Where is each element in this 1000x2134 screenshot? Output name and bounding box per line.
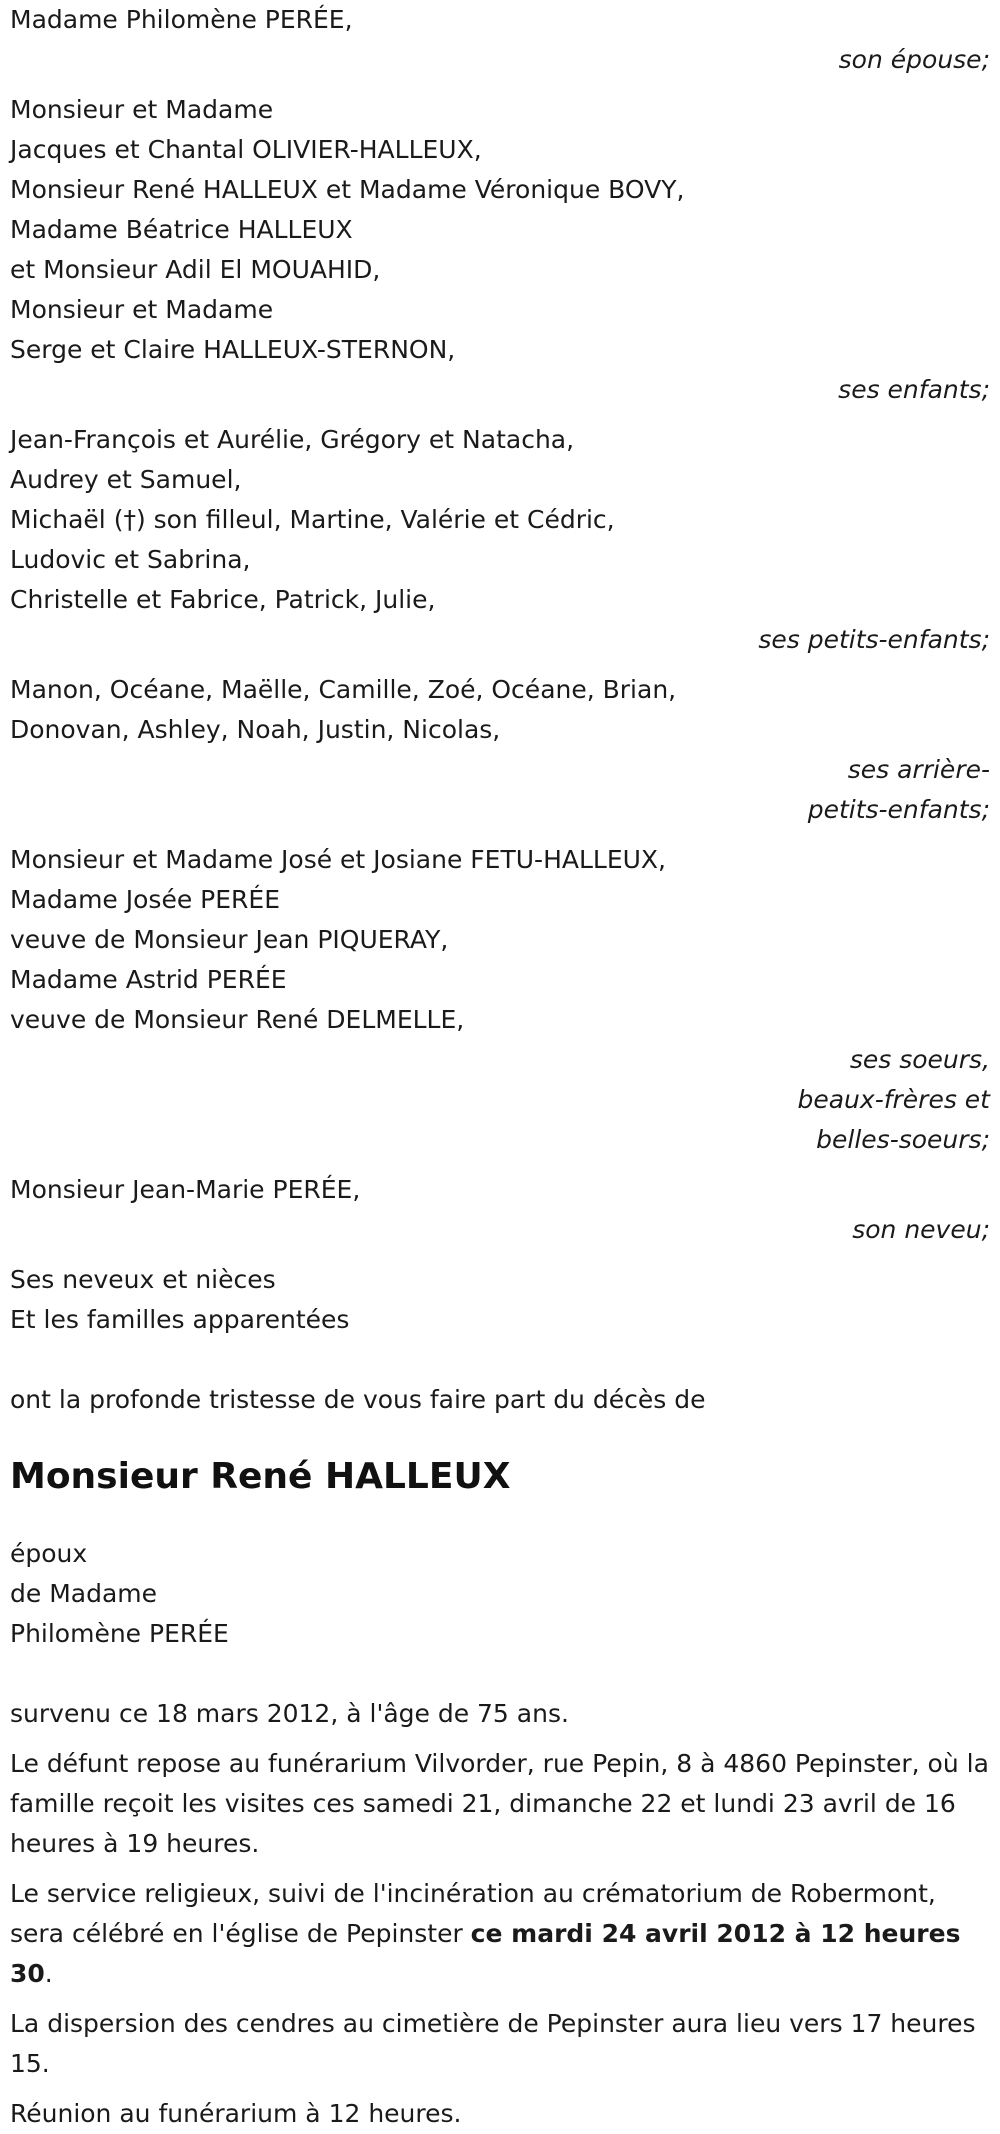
service-text: Le service religieux, suivi de l'incinération au crématorium de Robermont, sera célébré en l'église de Pepinster bbox=[10, 1879, 936, 1948]
family-line: Madame Béatrice HALLEUX bbox=[10, 215, 353, 244]
family-line: Monsieur René HALLEUX et Madame Véronique BOVY, bbox=[10, 175, 685, 204]
family-line: et Monsieur Adil El MOUAHID, bbox=[10, 255, 381, 284]
spouse-line: de Madame bbox=[10, 1579, 158, 1608]
family-group-relatives bbox=[10, 1260, 990, 1340]
family-group-nephew bbox=[10, 1170, 990, 1250]
family-line: Serge et Claire HALLEUX-STERNON, bbox=[10, 335, 456, 364]
announcement-intro: ont la profonde tristesse de vous faire part du décès de bbox=[10, 1385, 706, 1414]
family-group-spouse bbox=[10, 0, 990, 80]
family-group-great-grandchildren bbox=[10, 670, 990, 830]
family-line: Ses neveux et nièces bbox=[10, 1265, 276, 1294]
family-group-children bbox=[10, 90, 990, 410]
family-line: veuve de Monsieur René DELMELLE, bbox=[10, 1005, 465, 1034]
relation-label: son épouse; bbox=[838, 45, 990, 74]
death-info: survenu ce 18 mars 2012, à l'âge de 75 ans. bbox=[10, 1699, 569, 1728]
family-line: Audrey et Samuel, bbox=[10, 465, 242, 494]
family-line: Michaël (†) son filleul, Martine, Valérie et Cédric, bbox=[10, 505, 615, 534]
spouse-block bbox=[10, 1534, 990, 1654]
spouse-line: époux bbox=[10, 1539, 88, 1568]
service-date: ce mardi 24 avril 2012 à 12 heures 30 bbox=[10, 1919, 961, 1988]
family-line: Donovan, Ashley, Noah, Justin, Nicolas, bbox=[10, 715, 501, 744]
family-line: veuve de Monsieur Jean PIQUERAY, bbox=[10, 925, 449, 954]
relation-label: ses petits-enfants; bbox=[758, 625, 990, 654]
relation-label: son neveu; bbox=[852, 1215, 990, 1244]
family-line: Christelle et Fabrice, Patrick, Julie, bbox=[10, 585, 436, 614]
family-line: Madame Josée PERÉE bbox=[10, 885, 280, 914]
service-end: . bbox=[44, 1959, 53, 1988]
family-line: Madame Philomène PERÉE, bbox=[10, 5, 353, 34]
family-line: Monsieur et Madame José et Josiane FETU-HALLEUX, bbox=[10, 845, 666, 874]
family-line: Jacques et Chantal OLIVIER-HALLEUX, bbox=[10, 135, 482, 164]
visitation-info: Le défunt repose au funérarium Vilvorder, rue Pepin, 8 à 4860 Pepinster, où la famille reçoit les visites ces samedi 21, dimanche 22 et lundi 23 avril de 16 heures à 19 heures. bbox=[10, 1749, 989, 1858]
relation-label: ses enfants; bbox=[838, 375, 990, 404]
dispersion-info: La dispersion des cendres au cimetière de Pepinster aura lieu vers 17 heures 15. bbox=[10, 2009, 976, 2078]
family-line: Madame Astrid PERÉE bbox=[10, 965, 287, 994]
family-line: Manon, Océane, Maëlle, Camille, Zoé, Océane, Brian, bbox=[10, 675, 677, 704]
reunion-info: Réunion au funérarium à 12 heures. bbox=[10, 2099, 462, 2128]
family-line: Jean-François et Aurélie, Grégory et Natacha, bbox=[10, 425, 575, 454]
family-group-siblings bbox=[10, 840, 990, 1160]
deceased-name: Monsieur René HALLEUX bbox=[10, 1456, 511, 1497]
family-group-grandchildren bbox=[10, 420, 990, 660]
family-line: Et les familles apparentées bbox=[10, 1305, 350, 1334]
family-line: Monsieur Jean-Marie PERÉE, bbox=[10, 1175, 361, 1204]
relation-label: ses arrière-petits-enfants; bbox=[807, 755, 990, 824]
family-line: Monsieur et Madame bbox=[10, 95, 274, 124]
spouse-line: Philomène PERÉE bbox=[10, 1619, 229, 1648]
relation-label: ses soeurs, beaux-frères et belles-soeurs; bbox=[797, 1045, 990, 1154]
family-line: Ludovic et Sabrina, bbox=[10, 545, 251, 574]
family-line: Monsieur et Madame bbox=[10, 295, 274, 324]
service-info bbox=[10, 1874, 990, 1994]
